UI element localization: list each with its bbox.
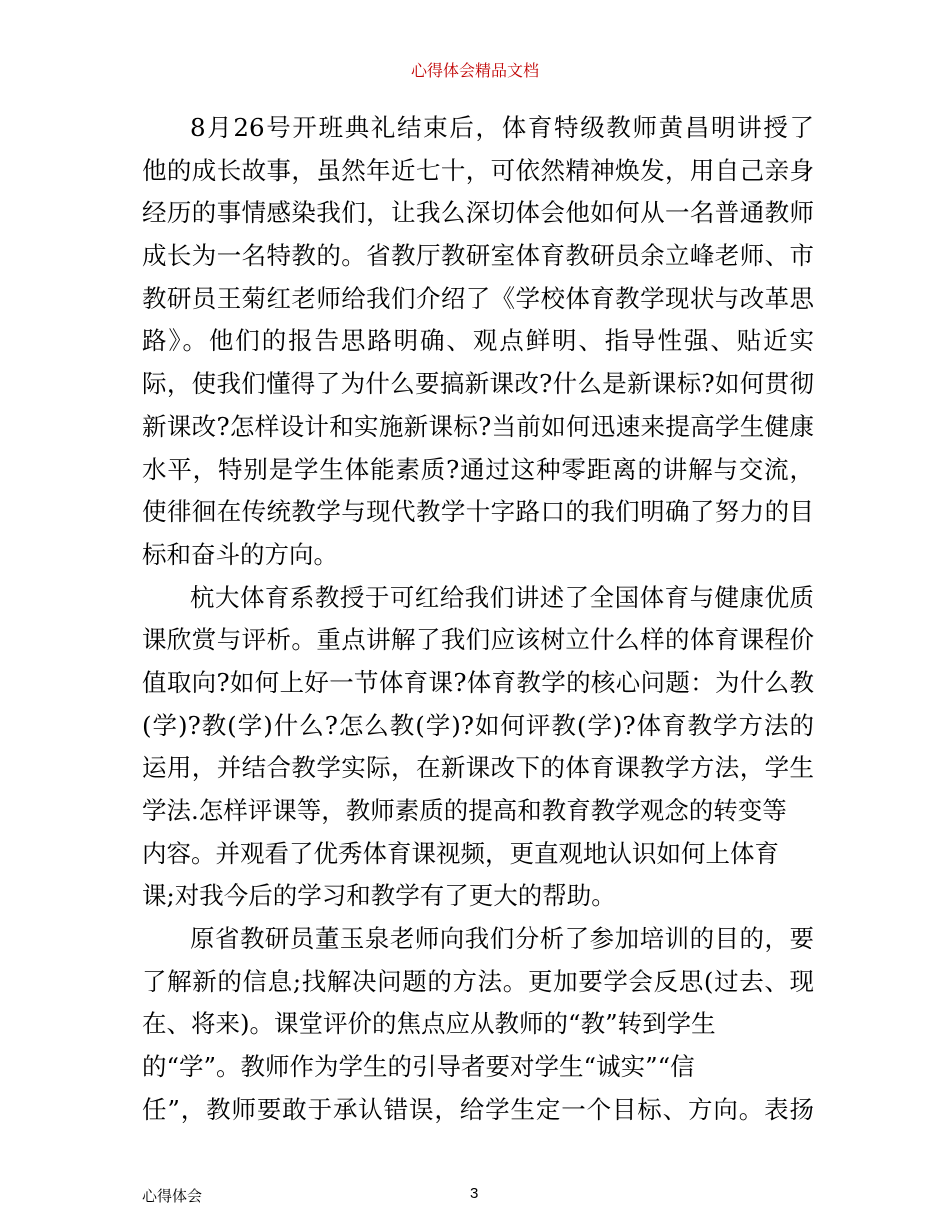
text-line: 水平，特别是学生体能素质?通过这种零距离的讲解与交流，	[142, 454, 814, 484]
footer-label: 心得体会	[142, 1187, 203, 1205]
text-line: 路》。他们的报告思路明确、观点鲜明、指导性强、贴近实	[142, 326, 814, 356]
text-line: 的“学”。教师作为学生的引导者要对学生“诚实”“信	[142, 1052, 695, 1082]
text-line: 值取向?如何上好一节体育课?体育教学的核心问题：为什么教	[142, 667, 814, 697]
text-line: 他的成长故事，虽然年近七十，可依然精神焕发，用自己亲身	[142, 155, 814, 185]
text-line: 成长为一名特教的。省教厅教研室体育教研员余立峰老师、市	[142, 241, 814, 271]
text-line: 新课改?怎样设计和实施新课标?当前如何迅速来提高学生健康	[142, 411, 814, 441]
text-line: 经历的事情感染我们，让我么深切体会他如何从一名普通教师	[142, 198, 814, 228]
text-line: (学)?教(学)什么?怎么教(学)?如何评教(学)?体育教学方法的	[142, 710, 814, 740]
text-line: 运用，并结合教学实际，在新课改下的体育课教学方法，学生	[142, 753, 814, 783]
text-line: 学法.怎样评课等，教师素质的提高和教育教学观念的转变等	[142, 796, 787, 825]
text-line: 际，使我们懂得了为什么要搞新课改?什么是新课标?如何贯彻	[142, 369, 814, 399]
page-header-title: 心得体会精品文档	[410, 61, 539, 80]
text-line: 标和奋斗的方向。	[142, 539, 338, 569]
text-line: 了解新的信息;找解决问题的方法。更加要学会反思(过去、现	[142, 966, 814, 996]
text-line: 使徘徊在传统教学与现代教学十字路口的我们明确了努力的目	[142, 497, 814, 527]
page-footer	[142, 1185, 814, 1209]
body-text	[142, 107, 814, 1132]
page-number: 3	[470, 1185, 479, 1202]
text-line: 8月26号开班典礼结束后，体育特级教师黄昌明讲授了	[190, 113, 814, 142]
text-line: 在、将来)。课堂评价的焦点应从教师的“教”转到学生	[142, 1009, 716, 1039]
text-line: 课欣赏与评析。重点讲解了我们应该树立什么样的体育课程价	[142, 625, 814, 655]
text-line: 杭大体育系教授于可红给我们讲述了全国体育与健康优质	[190, 582, 814, 612]
text-line: 内容。并观看了优秀体育课视频，更直观地认识如何上体育	[142, 838, 779, 868]
text-line: 教研员王菊红老师给我们介绍了《学校体育教学现状与改革思	[142, 283, 814, 313]
text-line: 原省教研员董玉泉老师向我们分析了参加培训的目的，要	[190, 924, 814, 954]
text-line: 课;对我今后的学习和教学有了更大的帮助。	[142, 881, 616, 911]
text-line: 任”，教师要敢于承认错误，给学生定一个目标、方向。表扬	[142, 1094, 814, 1124]
